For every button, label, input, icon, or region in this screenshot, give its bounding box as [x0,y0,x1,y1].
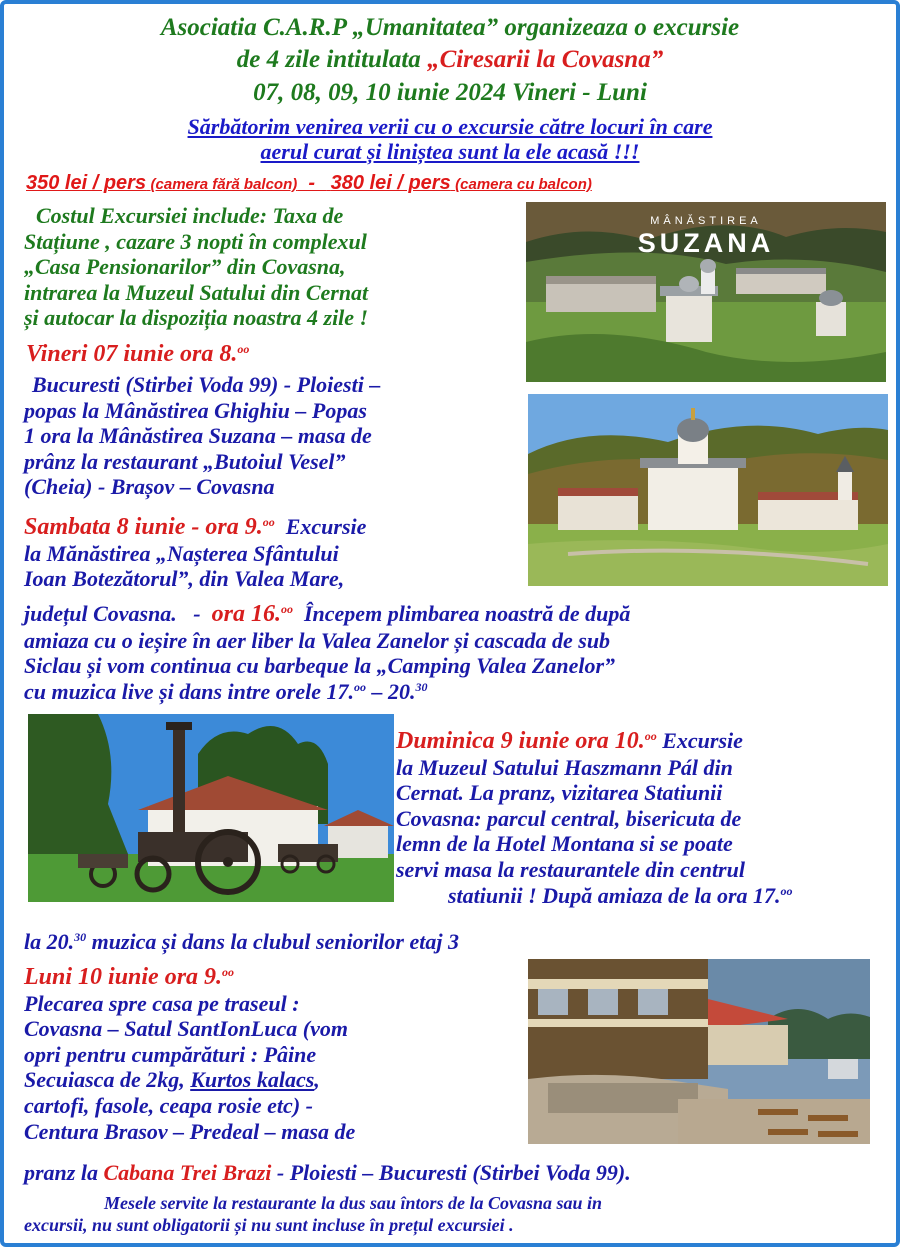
saturday-time-16-sup: oo [280,602,293,616]
sunday-line-8 [24,929,884,955]
friday-day-sup: oo [237,342,250,356]
sunday-line-1 [396,728,892,755]
suzana-caption-main: SUZANA [637,228,775,258]
price-no-balcony-note: (camera fără balcon) [150,176,298,193]
saturday-day: Sambata 8 iunie - ora 9. [24,514,263,540]
monday-line-4-pre: Secuiasca de 2kg, [24,1067,191,1093]
friday-line: 1 ora la Mânăstirea Suzana – masa de [24,423,372,449]
price-balcony-note: (camera cu balcon) [455,176,592,193]
includes-line: și autocar la dispoziția noastra 4 zile ! [24,305,369,331]
includes-line: Costul Excursiei include: Taxa de [36,203,344,228]
saturday-line-7-sup2: 30 [415,679,428,694]
sunday-line: lemn de la Hotel Montana si se poate [396,831,733,857]
saturday-line-7-mid: – 20. [366,678,416,704]
saturday-line-7-pre: cu muzica live și dans intre orele 17. [24,678,354,704]
saturday-line: amiaza cu o ieșire în aer liber la Valea Zanelor și cascada de sub [24,627,611,653]
photo-monastery-church [528,394,888,586]
monday-line: Covasna – Satul SantIonLuca (vom [24,1016,348,1042]
sunday-line-8-post: muzica și dans la clubul seniorilor etaj 3 [86,929,459,954]
includes-line: intrarea la Muzeul Satului din Cernat [24,279,369,305]
sunday-line: servi masa la restaurantele din centrul [396,856,745,882]
monday-line-7-post: - Ploiesti – Bucuresti (Stirbei Voda 99). [271,1160,631,1185]
photo-village-museum [28,714,394,902]
kurtos-kalacs-link[interactable]: Kurtos kalacs [190,1067,315,1093]
includes-line: „Casa Pensionarilor” din Covasna, [24,254,346,280]
header-line-1: Asociatia C.A.R.P „Umanitatea” organizeaza o excursie [160,14,740,41]
excursion-title: „Ciresarii la Covasna” [427,46,664,73]
saturday-line-4-post: Începem plimbarea noastră de după [292,601,631,626]
monastery-church-image [528,394,888,586]
cabana-trei-brazi: Cabana Trei Brazi [103,1160,272,1185]
friday-day: Vineri 07 iunie ora 8. [26,341,238,367]
price-balcony: 380 lei / pers [330,172,451,194]
saturday-line: Ioan Botezătorul”, din Valea Mare, [24,566,345,592]
saturday-line-1 [24,514,524,541]
footer-line-2: excursii, nu sunt obligatorii și nu sunt incluse în prețul excursiei . [24,1215,514,1235]
monday-line-4 [24,1067,524,1093]
friday-line: (Cheia) - Brașov – Covasna [24,474,275,500]
footer-line-1: Mesele servite la restaurante la dus sau întors de la Covasna sau in [104,1193,603,1213]
saturday-line: Siclau și vom continua cu barbeque la „Camping Valea Zanelor” [24,653,616,679]
sunday-day: Duminica 9 iunie ora 10. [396,728,645,754]
saturday-line-4-pre: județul Covasna. - [24,601,212,626]
friday-line: prânz la restaurant „Butoiul Vesel” [24,448,346,474]
monday-line-7-pre: pranz la [24,1160,104,1185]
saturday-line: la Mănăstirea „Nașterea Sfântului [24,540,339,566]
saturday-block [24,514,524,592]
monday-line: Centura Brasov – Predeal – masa de [24,1118,356,1144]
price-line [26,172,886,195]
photo-cabana-terrace [528,959,870,1144]
saturday-time-16: ora 16. [211,601,281,627]
price-separator: - [297,172,327,194]
includes-block [24,203,524,331]
suzana-caption-top: MÂNĂSTIREA [650,215,762,227]
sunday-line: Cernat. La pranz, vizitarea Statiunii [396,780,723,806]
monday-day-sup: oo [222,965,235,979]
sunday-line: la Muzeul Satului Haszmann Pál din [396,754,733,780]
village-museum-image [28,714,394,902]
monday-block [24,964,524,1144]
monday-line-4-post: , [314,1067,320,1093]
price-no-balcony: 350 lei / pers [26,172,147,194]
saturday-line-7-sup1: oo [354,679,366,694]
includes-line: Stațiune , cazare 3 nopti în complexul [24,228,367,254]
subtitle-line-2: aerul curat și liniștea sunt la ele acasă !!! [260,139,640,164]
subtitle-line-1: Sărbătorim venirea verii cu o excursie către locuri în care [187,114,713,139]
sunday-day-sup: oo [644,729,657,743]
monday-line: Plecarea spre casa pe traseul : [24,990,300,1016]
header-line-2-text: de 4 zile intitulata [236,46,428,73]
saturday-line-1-rest: Excursie [274,514,367,539]
photo-suzana-aerial [526,202,886,382]
monday-line: cartofi, fasole, ceapa rosie etc) - [24,1092,313,1118]
sunday-line-8-pre: la 20. [24,929,75,954]
friday-heading [26,342,506,368]
saturday-line-4 [24,601,894,628]
sunday-line-8-sup: 30 [74,930,87,944]
header-dates: 07, 08, 09, 10 iunie 2024 Vineri - Luni [253,79,647,106]
sunday-block [396,728,892,908]
friday-line: Bucuresti (Stirbei Voda 99) - Ploiesti – [32,372,381,397]
saturday-block-wide [24,601,894,704]
sunday-line-7-pre: statiunii ! După amiaza de la ora 17. [448,882,781,908]
monday-heading [24,964,524,991]
friday-line: popas la Mânăstirea Ghighiu – Popas [24,397,367,423]
sunday-line-7 [396,883,892,909]
footer [24,1192,884,1236]
cabana-terrace-image [528,959,870,1144]
saturday-line-7 [24,679,894,705]
suzana-aerial-image [526,202,886,382]
sunday-line: Covasna: parcul central, bisericuta de [396,805,742,831]
monday-line: opri pentru cumpărături : Pâine [24,1041,317,1067]
monday-day: Luni 10 iunie ora 9. [24,964,223,990]
friday-block [24,372,524,500]
header-line-2 [4,44,896,75]
sunday-line-7-sup: oo [780,883,793,898]
sunday-line-1-rest: Excursie [656,728,743,753]
monday-line-7 [24,1160,894,1186]
saturday-day-sup: oo [262,515,275,529]
